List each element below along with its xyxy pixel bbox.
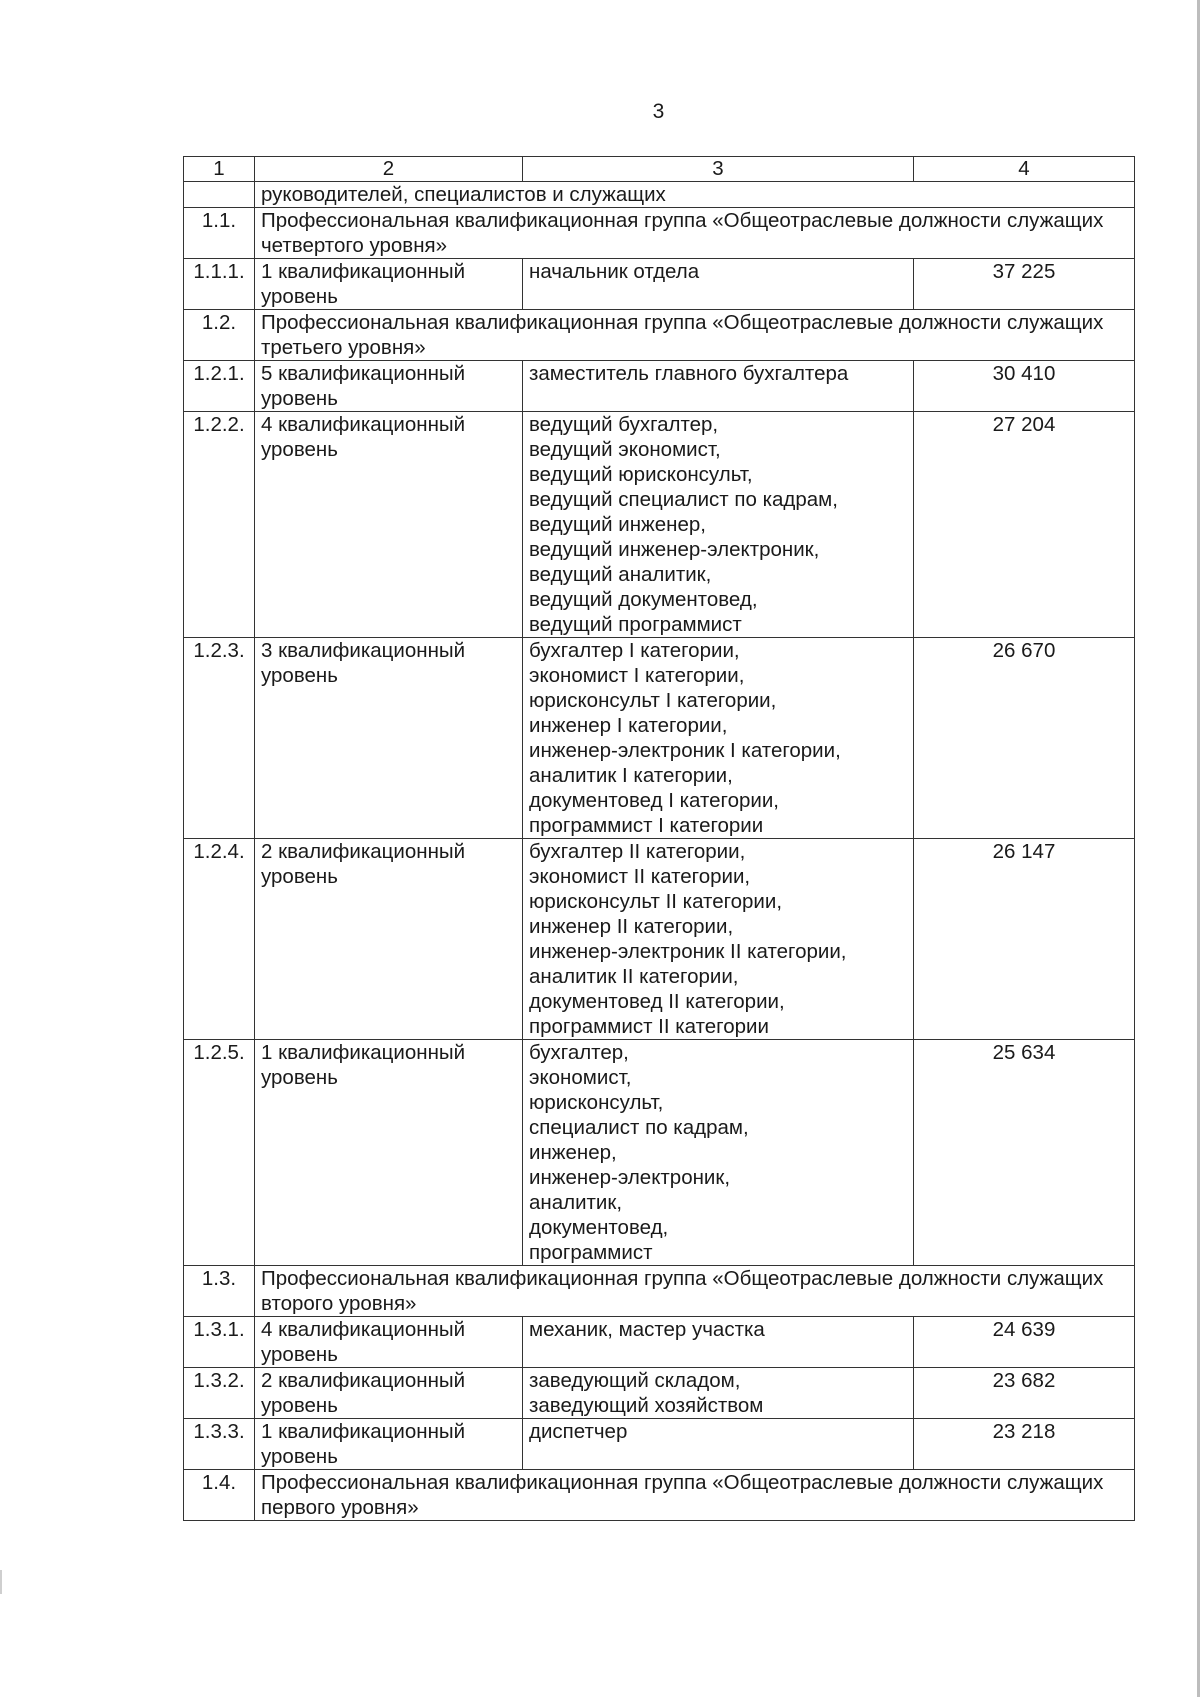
page-number-text: 3 [652, 100, 665, 123]
row-number: 1.2.3. [184, 638, 255, 839]
qualification-level: 1 квалификационный уровень [255, 259, 523, 310]
table-row [184, 1419, 1135, 1470]
table-row [184, 412, 1135, 638]
table-row [184, 638, 1135, 839]
row-number: 1.1.1. [184, 259, 255, 310]
scan-margin-mark [0, 1570, 2, 1594]
continuation-num-cell [184, 182, 255, 208]
continuation-text: руководителей, специалистов и служащих [255, 182, 1135, 208]
group-row [184, 1470, 1135, 1521]
group-number: 1.1. [184, 208, 255, 259]
group-row [184, 310, 1135, 361]
group-row [184, 208, 1135, 259]
salary-value: 25 634 [914, 1040, 1135, 1266]
qualification-level: 5 квалификационный уровень [255, 361, 523, 412]
qualification-level: 1 квалификационный уровень [255, 1040, 523, 1266]
position-list: заместитель главного бухгалтера [523, 361, 914, 412]
position-list: бухгалтер, экономист, юрисконсульт, специалист по кадрам, инженер, инженер-электроник, аналитик, документовед, программист [523, 1040, 914, 1266]
page-number [0, 100, 1200, 124]
group-title: Профессиональная квалификационная группа «Общеотраслевые должности служащих второго уровня» [255, 1266, 1135, 1317]
position-list: начальник отдела [523, 259, 914, 310]
column-number-row [184, 157, 1135, 182]
row-number: 1.3.3. [184, 1419, 255, 1470]
group-title: Профессиональная квалификационная группа «Общеотраслевые должности служащих четвертого уровня» [255, 208, 1135, 259]
column-number-3: 3 [523, 157, 914, 182]
salary-value: 23 218 [914, 1419, 1135, 1470]
position-list: заведующий складом, заведующий хозяйством [523, 1368, 914, 1419]
qualification-level: 4 квалификационный уровень [255, 412, 523, 638]
column-number-1: 1 [184, 157, 255, 182]
table-row [184, 1317, 1135, 1368]
qualification-level: 4 квалификационный уровень [255, 1317, 523, 1368]
row-number: 1.3.1. [184, 1317, 255, 1368]
continuation-row [184, 182, 1135, 208]
table-row [184, 259, 1135, 310]
row-number: 1.2.1. [184, 361, 255, 412]
table-row [184, 1040, 1135, 1266]
row-number: 1.3.2. [184, 1368, 255, 1419]
position-list: бухгалтер II категории, экономист II категории, юрисконсульт II категории, инженер II категории, инженер-электроник II категории, аналитик II категории, документовед II категории, программист II категории [523, 839, 914, 1040]
group-number: 1.2. [184, 310, 255, 361]
row-number: 1.2.5. [184, 1040, 255, 1266]
row-number: 1.2.4. [184, 839, 255, 1040]
position-list: диспетчер [523, 1419, 914, 1470]
position-list: механик, мастер участка [523, 1317, 914, 1368]
table-row [184, 839, 1135, 1040]
salary-value: 26 147 [914, 839, 1135, 1040]
qualification-level: 1 квалификационный уровень [255, 1419, 523, 1470]
table-row [184, 1368, 1135, 1419]
group-row [184, 1266, 1135, 1317]
salary-value: 37 225 [914, 259, 1135, 310]
salary-value: 26 670 [914, 638, 1135, 839]
salary-value: 30 410 [914, 361, 1135, 412]
qualification-level: 3 квалификационный уровень [255, 638, 523, 839]
position-list: ведущий бухгалтер, ведущий экономист, ведущий юрисконсульт, ведущий специалист по кадрам, ведущий инженер, ведущий инженер-электроник, ведущий аналитик, ведущий документовед, ведущий программист [523, 412, 914, 638]
group-title: Профессиональная квалификационная группа «Общеотраслевые должности служащих третьего уровня» [255, 310, 1135, 361]
row-number: 1.2.2. [184, 412, 255, 638]
group-number: 1.3. [184, 1266, 255, 1317]
salary-value: 27 204 [914, 412, 1135, 638]
position-list: бухгалтер I категории, экономист I категории, юрисконсульт I категории, инженер I категории, инженер-электроник I категории, аналитик I категории, документовед I категории, программист I категории [523, 638, 914, 839]
qualification-level: 2 квалификационный уровень [255, 839, 523, 1040]
column-number-2: 2 [255, 157, 523, 182]
salary-value: 24 639 [914, 1317, 1135, 1368]
salary-table-body [184, 157, 1135, 1521]
salary-table [183, 156, 1135, 1521]
group-number: 1.4. [184, 1470, 255, 1521]
qualification-level: 2 квалификационный уровень [255, 1368, 523, 1419]
group-title: Профессиональная квалификационная группа «Общеотраслевые должности служащих первого уровня» [255, 1470, 1135, 1521]
table-row [184, 361, 1135, 412]
salary-value: 23 682 [914, 1368, 1135, 1419]
column-number-4: 4 [914, 157, 1135, 182]
